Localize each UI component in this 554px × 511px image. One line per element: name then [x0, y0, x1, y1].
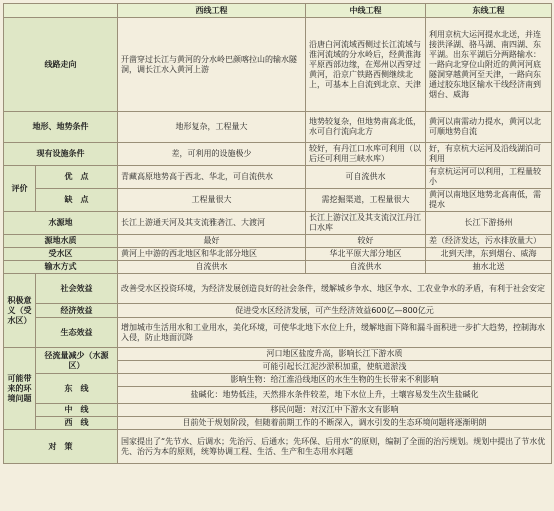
receiving-east: 北到天津，东到烟台、威海	[426, 248, 552, 261]
ecological-text: 增加城市生活用水和工业用水，美化环境，可使华北地下水位上升，缓解地面下降和漏斗面积进一步扩大趋势，控制海水入侵，防止地面沉降	[118, 318, 552, 348]
receiving-west: 黄河上中游的西北地区和华北部分地区	[118, 248, 306, 261]
economic-text: 促进受水区经济发展，可产生经济效益600亿—800亿元	[118, 304, 552, 318]
terrain-label: 地形、地势条件	[4, 112, 118, 143]
method-west: 自流供水	[118, 261, 306, 274]
receiving-label: 受水区	[4, 248, 118, 261]
cons-west: 工程量很大	[118, 189, 306, 212]
significance-label: 积极意义（受水区）	[4, 274, 36, 348]
problems-label: 可能带来的环境问题	[4, 348, 36, 430]
source-east: 长江下游扬州	[426, 212, 552, 235]
table-row	[4, 304, 552, 318]
west-line-label: 西 线	[36, 417, 118, 430]
middle-line-label: 中 线	[36, 404, 118, 417]
east-line-text-1: 影响生物：给江淮沿线地区的水生生物的生长带来不利影响	[118, 374, 552, 387]
social-label: 社会效益	[36, 274, 118, 304]
pros-west: 青藏高原地势高于西北、华北，可自流供水	[118, 166, 306, 189]
table-header-row	[4, 4, 552, 18]
table-row	[4, 318, 552, 348]
facilities-label: 现有设施条件	[4, 143, 118, 166]
table-row	[4, 189, 552, 212]
quality-west: 最好	[118, 235, 306, 248]
table-row	[4, 248, 552, 261]
table-row	[4, 18, 552, 112]
method-middle: 自流供水	[306, 261, 426, 274]
header-corner	[4, 4, 118, 18]
source-middle: 长江上游汉江及其支流汉江丹江口水库	[306, 212, 426, 235]
table-row	[4, 430, 552, 464]
runoff-text-1: 河口地区盐度升高，影响长江下游水质	[118, 348, 552, 361]
table-row	[4, 112, 552, 143]
terrain-middle: 地势较复杂，但地势南高北低，水可自行流向北方	[306, 112, 426, 143]
header-west: 西线工程	[118, 4, 306, 18]
cons-east: 黄河以南地区地势北高南低，需提水	[426, 189, 552, 212]
terrain-east: 黄河以南需动力提水，黄河以北可顺地势自流	[426, 112, 552, 143]
table-row	[4, 404, 552, 417]
pros-label: 优 点	[36, 166, 118, 189]
table-row	[4, 348, 552, 361]
evaluation-label: 评价	[4, 166, 36, 212]
receiving-middle: 华北平原大部分地区	[306, 248, 426, 261]
method-label: 输水方式	[4, 261, 118, 274]
table-row	[4, 212, 552, 235]
economic-label: 经济效益	[36, 304, 118, 318]
middle-line-text: 移民问题：对汉江中下游水文有影响	[118, 404, 552, 417]
ecological-label: 生态效益	[36, 318, 118, 348]
table-row	[4, 166, 552, 189]
cons-label: 缺 点	[36, 189, 118, 212]
table-row	[4, 274, 552, 304]
header-middle: 中线工程	[306, 4, 426, 18]
facilities-west: 差，可利用的设施极少	[118, 143, 306, 166]
pros-east: 有京杭运河可以利用，工程量较小	[426, 166, 552, 189]
table-row	[4, 235, 552, 248]
method-east: 抽水北送	[426, 261, 552, 274]
comparison-table	[3, 3, 552, 464]
table-row	[4, 143, 552, 166]
table-row	[4, 261, 552, 274]
table-row	[4, 417, 552, 430]
east-line-label: 东 线	[36, 374, 118, 404]
quality-label: 源地水质	[4, 235, 118, 248]
table-row	[4, 374, 552, 387]
header-east: 东线工程	[426, 4, 552, 18]
measures-text: 国家提出了“先节水、后调水；先治污、后通水；先环保、后用水”的原则，编制了全面的治污规划。规划中提出了节水优先、治污为本的原则，统筹协调工程、生活、生产和生态用水问题	[118, 430, 552, 464]
runoff-text-2: 可能引起长江泥沙淤积加重，使航道淤浅	[118, 361, 552, 374]
east-line-text-2: 盐碱化：地势低洼，天然排水条件较差，地下水位上升，土壤容易发生次生盐碱化	[118, 387, 552, 404]
quality-east: 差（经济发达，污水排放量大）	[426, 235, 552, 248]
route-west: 开凿穿过长江与黄河的分水岭巴颜喀拉山的输水隧洞，调长江水入黄河上游	[118, 18, 306, 112]
facilities-middle: 较好，有丹江口水库可利用（以后还可利用三峡水库）	[306, 143, 426, 166]
route-middle: 沿唐白河流域西侧过长江流域与淮河流域的分水岭后，经黄淮海平原西部边缘，在郑州以西穿过黄河，沿京广铁路西侧继续北上，可基本上自流到北京、天津	[306, 18, 426, 112]
route-label: 线路走向	[4, 18, 118, 112]
west-line-text: 目前处于规划阶段，但随着前期工作的不断深入，调水引发的生态环境问题将逐渐明朗	[118, 417, 552, 430]
source-label: 水源地	[4, 212, 118, 235]
social-text: 改善受水区投资环境，为经济发展创造良好的社会条件，缓解城乡争水、地区争水、工农业争水的矛盾，有利于社会安定	[118, 274, 552, 304]
quality-middle: 较好	[306, 235, 426, 248]
source-west: 长江上游通天河及其支流雅砻江、大渡河	[118, 212, 306, 235]
runoff-label: 径流量减少（水源区）	[36, 348, 118, 374]
route-east: 利用京杭大运河提水北送，并连接洪泽湖、骆马湖、南四湖、东平湖。出东平湖后分两路输水：一路向北穿位山附近的黄河河底隧洞穿越黄河至天津，一路向东通过胶东地区输水干线经济南到烟台、威海	[426, 18, 552, 112]
cons-middle: 需挖掘渠道，工程量很大	[306, 189, 426, 212]
measures-label: 对 策	[4, 430, 118, 464]
pros-middle: 可自流供水	[306, 166, 426, 189]
terrain-west: 地形复杂，工程量大	[118, 112, 306, 143]
facilities-east: 好，有京杭大运河及沿线湖泊可利用	[426, 143, 552, 166]
